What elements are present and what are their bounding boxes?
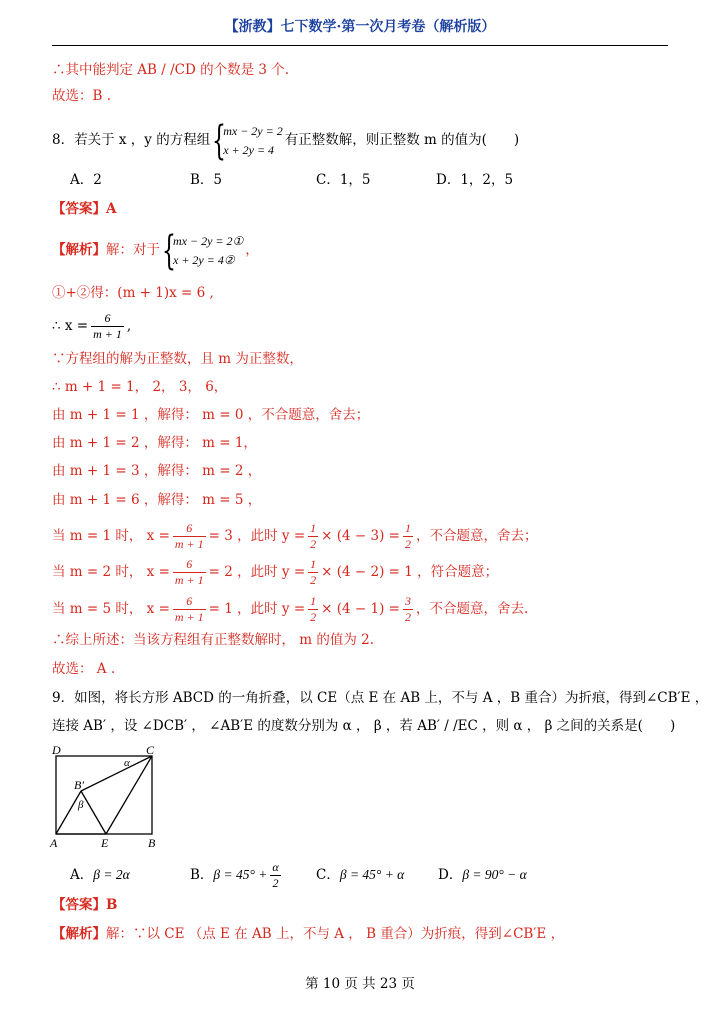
q8-eq1: mx − 2y = 2 <box>223 123 283 138</box>
q9-option-b-pre: β = 45° + <box>213 867 268 882</box>
q8-stem <box>52 117 520 164</box>
q8-choose: 故选： A . <box>52 661 116 677</box>
q8-case-m5: 由 m + 1 = 6 ，解得： m = 5 ， <box>52 492 262 508</box>
q8-option-d-label: D． <box>436 172 461 188</box>
fraction-denominator: 2 <box>272 876 279 890</box>
fraction-numerator: 1 <box>310 594 317 608</box>
q8-step-x <box>52 310 131 342</box>
page-footer: 第 10 页 共 23 页 <box>305 976 415 992</box>
label-b: B <box>148 836 156 850</box>
q8-check-m1-x-fraction <box>173 521 206 552</box>
fraction-numerator: 6 <box>91 311 124 327</box>
fraction-numerator: 1 <box>310 521 317 535</box>
q8-prefix: 8．若关于 x ，y 的方程组 <box>52 132 211 148</box>
q9-stem-line1: 9．如图，将长方形 ABCD 的一角折叠，以 CE（点 E 在 AB 上，不与 A ，B 重合）为折痕，得到∠CB′E ， <box>52 690 709 706</box>
q8-aeq-end: ， <box>245 242 259 258</box>
fraction-numerator: 1 <box>404 521 411 535</box>
q8-check-m5-mid: = 1 ，此时 y = <box>208 601 306 617</box>
q8-check-m5-result <box>403 594 413 625</box>
segment-abp <box>56 791 81 834</box>
q8-check-m1-half <box>308 521 318 552</box>
q8-check-m1-mid: = 3 ，此时 y = <box>208 528 306 544</box>
q8-system <box>212 117 283 164</box>
fraction-numerator: 6 <box>173 521 206 537</box>
fraction-denominator: m + 1 <box>174 537 204 551</box>
q8-check-m2-mid: = 2 ，此时 y = <box>208 564 306 580</box>
fraction-denominator: m + 1 <box>174 573 204 587</box>
conclusion-line: ∴其中能判定 AB / /CD 的个数是 3 个. <box>52 62 290 78</box>
label-alpha: α <box>124 757 130 769</box>
q9-option-a: β = 2α <box>93 867 130 882</box>
q8-check-m5-pre: 当 m = 5 时， x = <box>52 601 170 617</box>
rectangle-abcd-left <box>56 756 152 834</box>
label-beta: β <box>78 799 84 811</box>
fraction-denominator: 2 <box>310 537 317 551</box>
q9-analysis <box>52 924 564 944</box>
q8-check-m5-mid2: × (4 − 1) = <box>321 601 400 617</box>
q8-case-m2: 由 m + 1 = 3 ，解得： m = 2 ， <box>52 463 262 479</box>
brace-icon: { <box>162 227 176 274</box>
fraction-denominator: 2 <box>404 537 411 551</box>
brace-icon: { <box>212 117 227 164</box>
q8-check-m2 <box>52 554 498 590</box>
q8-check-m5-post: ，不合题意，舍去. <box>415 601 529 617</box>
fraction-denominator: m + 1 <box>93 327 122 341</box>
q8-step-x-lhs: ∴ x = <box>52 318 89 334</box>
q8-step-values: ∴ m + 1 = 1， 2， 3， 6， <box>52 379 228 395</box>
q8-eq2: x + 2y = 4 <box>223 142 275 157</box>
header-rule <box>52 45 668 46</box>
q8-step-sum: ①+②得：(m + 1)x = 6 , <box>52 285 214 301</box>
q9-option-b-fraction <box>270 860 280 891</box>
q8-check-m2-x-fraction <box>173 557 206 588</box>
q8-analysis-intro <box>52 227 259 274</box>
segment-bpe <box>81 791 106 834</box>
q8-step-cond: ∵方程组的解为正整数，且 m 为正整数， <box>52 351 303 367</box>
label-d: D <box>52 744 61 757</box>
q9-option-d-label: D． <box>438 867 463 883</box>
label-c: C <box>146 744 155 757</box>
page-header: 【浙教】七下数学·第一次月考卷（解析版） <box>224 19 496 35</box>
fraction-numerator: 6 <box>173 594 206 610</box>
q8-suffix: 有正整数解，则正整数 m 的值为( ) <box>284 132 520 148</box>
fraction-denominator: 2 <box>404 610 411 624</box>
q8-case-m0: 由 m + 1 = 1 ，解得： m = 0 ，不合题意，舍去； <box>52 407 370 423</box>
choose-line: 故选：B . <box>52 88 112 104</box>
q9-option-b-label: B． <box>190 867 214 883</box>
q8-check-m5 <box>52 591 528 627</box>
q9-figure <box>48 744 168 850</box>
q8-option-c: 1，5 <box>339 172 371 188</box>
q8-step-x-fraction <box>91 311 124 342</box>
q8-check-m5-x-fraction <box>173 594 206 625</box>
fraction-numerator: 6 <box>173 557 206 573</box>
q8-option-b-label: B． <box>190 172 214 188</box>
fraction-numerator: α <box>272 860 279 874</box>
q8-check-m1-pre: 当 m = 1 时， x = <box>52 528 170 544</box>
fraction-numerator: 1 <box>310 557 317 571</box>
q9-answer: 【答案】B <box>52 897 118 913</box>
fraction-numerator: 3 <box>404 594 411 608</box>
q8-option-b: 5 <box>213 172 223 188</box>
q8-aeq2: x + 2y = 4② <box>173 252 235 267</box>
fraction-denominator: 2 <box>310 610 317 624</box>
q8-check-m1 <box>52 518 537 554</box>
q8-check-m5-half <box>308 594 318 625</box>
q9-stem-line2: 连接 AB′ ，设 ∠DCB′ ， ∠AB′E 的度数分别为 α ， β ，若 AB′ / /EC ，则 α ， β 之间的关系是( ) <box>52 718 676 734</box>
q9-option-c-label: C． <box>316 867 340 883</box>
q9-option-a-label: A． <box>70 867 94 883</box>
q8-case-m1: 由 m + 1 = 2 ，解得： m = 1， <box>52 435 257 451</box>
q8-option-a: 2 <box>93 172 102 188</box>
q8-option-d: 1，2，5 <box>460 172 514 188</box>
label-b-prime: B′ <box>74 778 84 792</box>
q9-option-c: β = 45° + α <box>339 867 405 882</box>
fraction-denominator: m + 1 <box>174 610 204 624</box>
label-e: E <box>101 836 109 850</box>
q8-option-c-label: C． <box>316 172 340 188</box>
q8-answer: 【答案】A <box>52 201 117 217</box>
q8-step-x-end: , <box>126 318 132 334</box>
q8-check-m2-half <box>308 557 318 588</box>
label-a: A <box>50 836 58 850</box>
q8-option-a-label: A． <box>70 172 94 188</box>
q8-analysis-tag: 【解析】 <box>52 242 106 258</box>
fraction-denominator: 2 <box>310 573 317 587</box>
q8-check-m1-post: ，不合题意，舍去； <box>415 528 538 544</box>
q8-check-m2-mid2: × (4 − 2) = 1 ，符合题意； <box>321 564 499 580</box>
q9-option-d: β = 90° − α <box>462 867 527 882</box>
q9-analysis-text: 解：∵以 CE （点 E 在 AB 上，不与 A ， B 重合）为折痕，得到∠CB′E ， <box>106 926 565 942</box>
q8-check-m1-mid2: × (4 − 3) = <box>321 528 400 544</box>
q8-aeq1: mx − 2y = 2① <box>173 233 244 248</box>
q8-analysis-intro-text: 解：对于 <box>106 242 160 258</box>
q8-analysis-system <box>162 227 244 274</box>
q9-analysis-tag: 【解析】 <box>52 926 106 942</box>
q8-check-m1-result <box>403 521 413 552</box>
q8-check-m2-pre: 当 m = 2 时， x = <box>52 564 170 580</box>
q8-summary: ∴综上所述：当该方程组有正整数解时， m 的值为 2. <box>52 632 375 648</box>
